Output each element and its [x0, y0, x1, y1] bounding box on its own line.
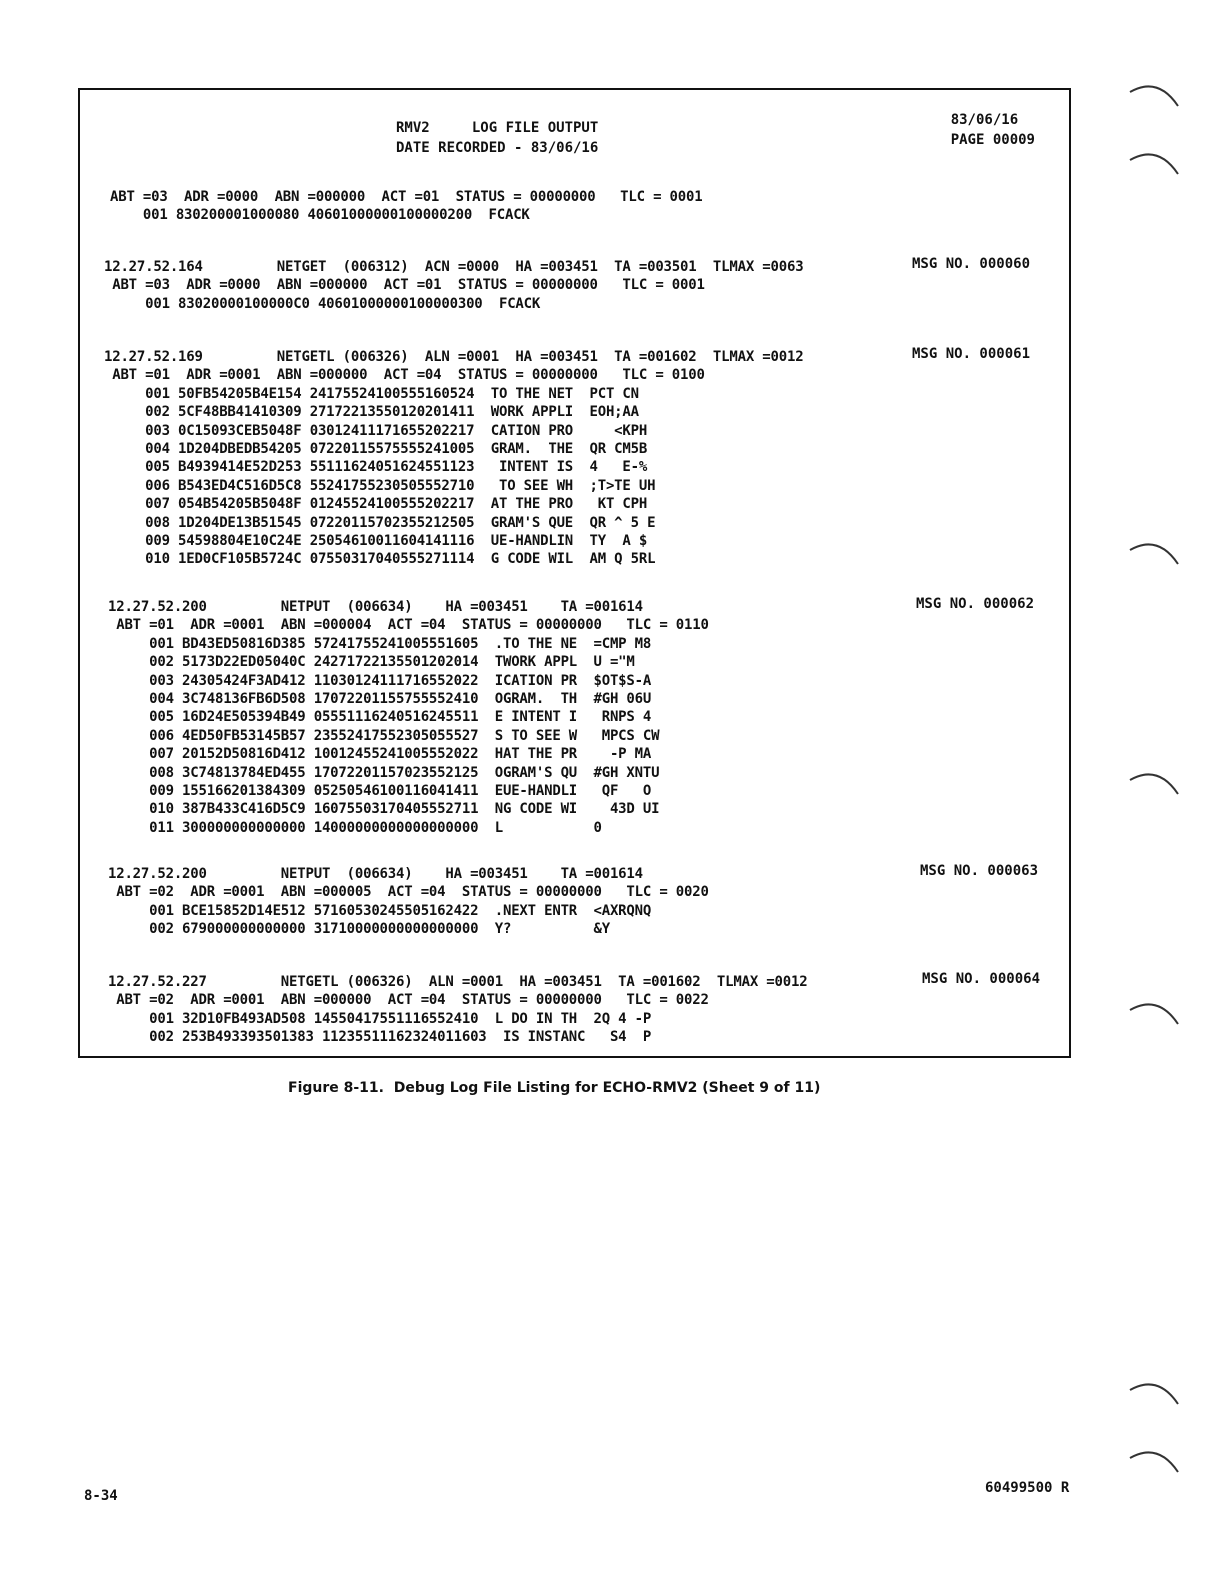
- message-number: MSG NO. 000063: [920, 863, 1039, 879]
- binder-ring-icon: [1128, 1000, 1184, 1030]
- log-line: 002 5CF48BB41410309 27172213550120201411 WORK APPLI EOH;AA: [104, 404, 639, 421]
- log-line: 007 054B54205B5048F 01245524100555202217 AT THE PRO KT CPH: [104, 496, 648, 513]
- log-line: ABT =03 ADR =0000 ABN =000000 ACT =01 STATUS = 00000000 TLC = 0001: [110, 189, 703, 205]
- log-line: 006 4ED50FB53145B57 23552417552305055527 S TO SEE W MPCS CW: [108, 727, 660, 744]
- log-line: ABT =03 ADR =0000 ABN =000000 ACT =01 STATUS = 00000000 TLC = 0001: [104, 277, 705, 294]
- log-line: 006 B543ED4C516D5C8 55241755230505552710 TO SEE WH ;T>TE UH: [104, 477, 656, 494]
- log-line: 002 253B493393501383 11235511162324011603 IS INSTANC S4 P: [108, 1029, 652, 1046]
- log-line: 005 16D24E505394B49 05551116240516245511 E INTENT I RNPS 4: [108, 709, 652, 726]
- log-line: 009 54598804E10C24E 25054610011604141116 UE-HANDLIN TY A $: [104, 533, 648, 549]
- message-number: MSG NO. 000060: [912, 256, 1031, 272]
- header-right: [951, 110, 1035, 150]
- listing-header: [396, 118, 598, 158]
- log-line: 001 830200001000080 40601000000100000200 FCACK: [110, 207, 530, 224]
- log-line: 002 5173D22ED05040C 24271722135501202014 TWORK APPL U ="M: [108, 654, 635, 671]
- log-line: 001 50FB54205B4E154 24175524100555160524 TO THE NET PCT CN: [104, 385, 639, 402]
- message-number: MSG NO. 000062: [916, 596, 1035, 612]
- listing-frame: [78, 88, 1071, 1058]
- log-line: 010 387B433C416D5C9 16075503170405552711 NG CODE WI 43D UI: [108, 801, 660, 818]
- document-number: 60499500 R: [985, 1480, 1070, 1496]
- log-line: ABT =02 ADR =0001 ABN =000005 ACT =04 STATUS = 00000000 TLC = 0020: [108, 884, 709, 901]
- listing-date: 83/06/16: [950, 112, 1019, 128]
- log-line: 007 20152D50816D412 10012455241005552022 HAT THE PR -P MA: [108, 746, 652, 763]
- binder-ring-icon: [1128, 1380, 1184, 1410]
- log-line: 003 0C15093CEB5048F 03012411171655202217 CATION PRO <KPH: [104, 422, 648, 439]
- binder-ring-icon: [1128, 540, 1184, 570]
- log-line: 004 1D204DBEDB54205 07220115575555241005 GRAM. THE QR CM5B: [104, 441, 648, 457]
- log-entry-heading: 12.27.52.200 NETPUT (006634) HA =003451 TA =001614: [108, 599, 643, 615]
- log-line: 008 1D204DE13B51545 07220115702355212505 GRAM'S QUE QR ^ 5 E: [104, 514, 656, 531]
- binder-ring-icon: [1128, 770, 1184, 800]
- message-number: MSG NO. 000061: [912, 346, 1031, 362]
- message-number: MSG NO. 000064: [922, 971, 1041, 987]
- log-line: ABT =01 ADR =0001 ABN =000000 ACT =04 STATUS = 00000000 TLC = 0100: [104, 367, 705, 384]
- page-number: 8-34: [84, 1488, 118, 1504]
- date-recorded: DATE RECORDED - 83/06/16: [396, 140, 599, 156]
- log-line: 001 BD43ED50816D385 57241755241005551605 .TO THE NE =CMP M8: [108, 635, 652, 652]
- binder-ring-icon: [1128, 1448, 1184, 1478]
- log-line: 001 83020000100000C0 40601000000100000300 FCACK: [104, 295, 541, 312]
- log-line: 004 3C748136FB6D508 17072201155755552410 OGRAM. TH #GH 06U: [108, 691, 652, 707]
- figure-caption: Figure 8-11. Debug Log File Listing for ECHO-RMV2 (Sheet 9 of 11): [288, 1080, 821, 1096]
- log-line: 003 24305424F3AD412 11030124111716552022 ICATION PR $OT$S-A: [108, 672, 652, 689]
- binder-ring-icon: [1128, 82, 1184, 112]
- log-entry-heading: 12.27.52.200 NETPUT (006634) HA =003451 TA =001614: [108, 866, 643, 882]
- page-label: PAGE 00009: [950, 132, 1035, 148]
- log-line: 002 679000000000000 31710000000000000000 Y? &Y: [108, 921, 610, 938]
- log-line: 008 3C74813784ED455 17072201157023552125 OGRAM'S QU #GH XNTU: [108, 764, 660, 781]
- log-line: 001 32D10FB493AD508 14550417551116552410 L DO IN TH 2Q 4 -P: [108, 1010, 652, 1027]
- log-line: 005 B4939414E52D253 55111624051624551123 INTENT IS 4 E-%: [104, 459, 648, 476]
- log-entry-heading: 12.27.52.164 NETGET (006312) ACN =0000 HA =003451 TA =003501 TLMAX =0063: [104, 259, 804, 275]
- log-entry-heading: 12.27.52.227 NETGETL (006326) ALN =0001 HA =003451 TA =001602 TLMAX =0012: [108, 974, 808, 990]
- log-line: 010 1ED0CF105B5724C 07550317040555271114 G CODE WIL AM Q 5RL: [104, 551, 656, 568]
- listing-title: RMV2 LOG FILE OUTPUT: [396, 120, 599, 136]
- log-line: ABT =01 ADR =0001 ABN =000004 ACT =04 STATUS = 00000000 TLC = 0110: [108, 617, 709, 634]
- binder-ring-icon: [1128, 150, 1184, 180]
- log-line: 001 BCE15852D14E512 57160530245505162422 .NEXT ENTR <AXRQNQ: [108, 902, 652, 919]
- log-line: ABT =02 ADR =0001 ABN =000000 ACT =04 STATUS = 00000000 TLC = 0022: [108, 992, 709, 1009]
- log-entry-heading: 12.27.52.169 NETGETL (006326) ALN =0001 HA =003451 TA =001602 TLMAX =0012: [104, 349, 804, 365]
- log-line: 009 155166201384309 05250546100116041411 EUE-HANDLI QF O: [108, 783, 652, 799]
- log-line: 011 300000000000000 14000000000000000000 L 0: [108, 819, 602, 836]
